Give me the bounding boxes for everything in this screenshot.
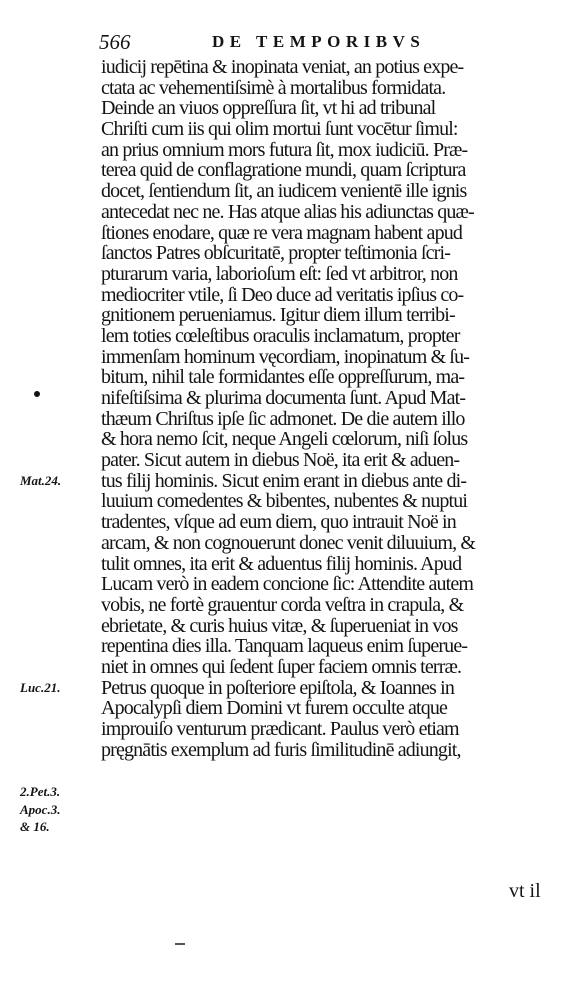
text-line: repentina dies illa. Tanquam laqueus enim ſuperue- [101,635,468,658]
text-line: vobis, ne fortè grauentur corda veſtra in crapula, & [101,593,464,616]
text-line: immenſam hominum vęcordiam, inopinatum & ſu- [101,345,470,368]
text-line: Petrus quoque in poſteriore epiſtola, & Ioannes in [101,676,454,699]
text-line: docet, ſentiendum ſit, an iudicem venientē ille ignis [101,180,467,203]
text-line: an prius omnium mors futura ſit, mox iudiciū. Præ- [101,138,468,161]
text-line: lem toties cœleſtibus oraculis inclamatum, propter [101,324,460,347]
text-line: ctata ac vehementiſsimè à mortalibus formidata. [101,76,446,99]
text-line: terea quid de conflagratione mundi, quam ſcriptura [101,159,466,182]
running-head: DE TEMPORIBVS [212,32,426,51]
text-line: nifeſtiſsima & plurima documenta ſunt. Apud Mat- [101,387,466,409]
margin-note-apocalypse-16: & 16. [20,819,50,834]
text-line: iudicij repētina & inopinata veniat, an potius expe- [101,56,464,78]
text-line: Lucam verò in eadem concione ſic: Attendite autem [101,573,474,596]
text-line: thæum Chriſtus ipſe ſic admonet. De die autem illo [101,407,465,430]
text-line: Deinde an viuos oppreſſura ſit, vt hi ad tribunal [101,97,436,120]
stray-mark [175,943,185,945]
text-line: pturarum varia, laborioſum eſt: ſed vt arbitror, non [101,262,458,285]
margin-note-peter: 2.Pet.3. [20,784,61,799]
text-line: tus filij hominis. Sicut enim erant in diebus ante di- [101,469,467,492]
text-line: ebrietate, & curis huius vitæ, & ſuperueniat in vos [101,614,458,637]
text-line: gnitionem perueniamus. Igitur diem illum terribi- [101,304,455,327]
text-line: Chriſti cum iis qui olim mortui ſunt vocētur ſimul: [101,118,458,141]
body-text [101,57,553,760]
text-line: Apocalypſi diem Domini vt furem occulte atque [101,697,448,720]
margin-note-matthew: Mat.24. [20,473,62,488]
margin-bullet [34,391,40,397]
text-line: pater. Sicut autem in diebus Noë, ita erit & aduen- [101,449,460,472]
text-line: tradentes, vſque ad eum diem, quo intrauit Noë in [101,511,456,534]
text-line: mediocriter vtile, ſi Deo duce ad veritatis ipſius co- [101,283,464,306]
text-line: tulit omnes, ita erit & aduentus filij hominis. Apud [101,552,462,575]
text-line: & hora nemo ſcit, neque Angeli cœlorum, niſi ſolus [101,428,468,451]
text-line: ſanctos Patres obſcuritatē, propter teſtimonia ſcri- [101,242,451,265]
text-line: bitum, nihil tale formidantes eſſe oppreſſurum, ma- [101,366,465,389]
text-line: niet in omnes qui ſedent ſuper faciem omnis terræ. [101,655,462,678]
text-line: luuium comedentes & bibentes, nubentes & nuptui [101,490,468,513]
margin-note-apocalypse: Apoc.3. [20,802,61,817]
text-line: pręgnātis exemplum ad furis ſimilitudinē adiungit, [101,738,461,761]
catchword: vt il [509,880,541,902]
text-line: improuiſo venturum prædicant. Paulus verò etiam [101,718,459,740]
margin-note-luke: Luc.21. [20,680,61,695]
text-line: ſtiones enodare, quæ re vera magnam habent apud [101,221,463,244]
text-line: arcam, & non cognouerunt donec venit diluuium, & [101,531,476,554]
page-number: 566 [99,30,131,54]
text-line: antecedat nec ne. Has atque alias his adiunctas quæ- [101,200,474,223]
